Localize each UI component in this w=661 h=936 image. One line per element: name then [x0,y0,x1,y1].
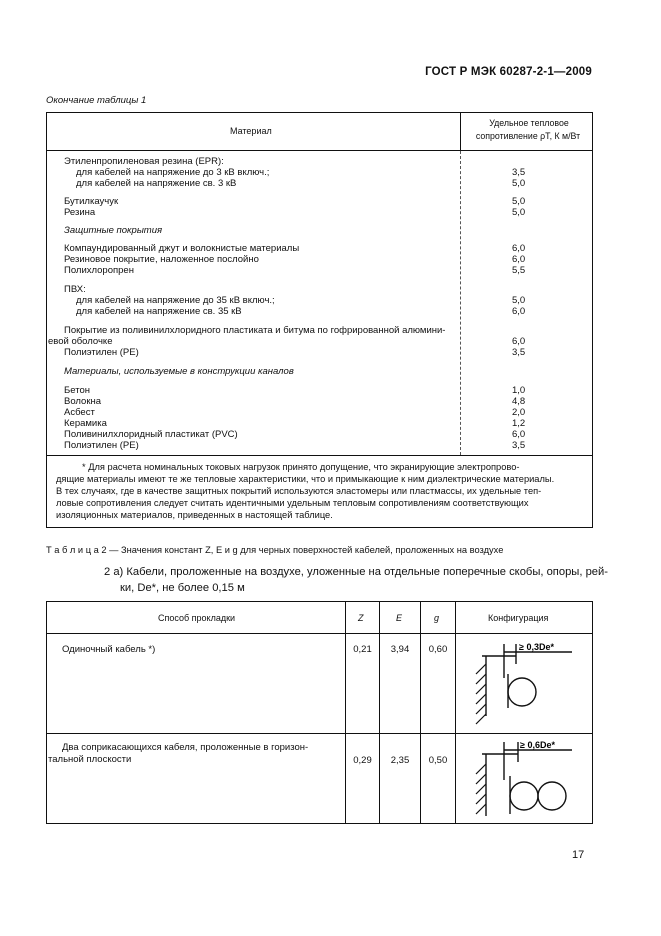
table-section-heading: Материалы, используемые в конструкции каналов [64,366,294,377]
table1-column-divider [460,151,462,455]
table2-col-g: g [434,613,440,623]
table2-col-divider [420,601,421,824]
table-row-value: 5,0 [512,207,526,218]
table-row-text: Асбест [64,407,95,418]
table-row-text: Бутилкаучук [64,196,119,207]
table-row-text: Покрытие из поливинилхлоридного пластиката и битума по гофрированной алюмини- [64,325,446,336]
table2-col-z: Z [358,613,364,623]
table-section-heading: Защитные покрытия [64,225,163,236]
table-row-value: 3,5 [512,440,526,451]
table1-col-resistivity-2: сопротивление ρT, К м/Вт [475,131,581,141]
table-row-value: 3,5 [512,347,526,358]
table2-col-config: Конфигурация [488,613,549,623]
table-row-text: Этиленпропиленовая резина (EPR): [64,156,224,167]
page-number: 17 [572,849,585,861]
table2-section-title-2: ки, De*, не более 0,15 м [120,582,245,594]
single-cable-config-diagram [456,634,592,733]
table2-row2-e: 2,35 [390,755,410,766]
table-row-text: Керамика [64,418,107,429]
table-row-value: 4,8 [512,396,526,407]
table-row-text: Резиновое покрытие, наложенное послойно [64,254,259,265]
table-row-text: для кабелей на напряжение до 35 кВ включ.; [76,295,275,306]
table-row-text: Бетон [64,385,90,396]
table-row-value: 1,2 [512,418,526,429]
table1-col-material: Материал [230,126,272,136]
table-row-value: 1,0 [512,385,526,396]
table-row-value: 5,5 [512,265,526,276]
spacing-dimension-2: ≥ 0,6De* [520,740,555,750]
table-row-value: 3,5 [512,167,526,178]
table2-col-method: Способ прокладки [158,613,236,623]
table-row-value: 6,0 [512,306,526,317]
table-row-text: для кабелей на напряжение св. 35 кВ [76,306,242,317]
table-row-text: для кабелей на напряжение до 3 кВ включ.; [76,167,270,178]
table1-footnote-line: В тех случаях, где в качестве защитных покрытий используются эластомеры или пластмассы, их удельные теп- [56,486,542,496]
table2-row2-g: 0,50 [428,755,448,766]
table-row-value: 2,0 [512,407,526,418]
table-row-text: Волокна [64,396,102,407]
table2-row2-method-2: тальной плоскости [48,754,132,765]
table2-row2-z: 0,29 [353,755,372,766]
table1-column-divider-top [460,112,461,151]
table1-col-resistivity-1: Удельное тепловое [489,118,569,128]
table2-row1-z: 0,21 [353,644,372,655]
table-row-text: Полиэтилен (PE) [64,440,139,451]
table1-footnote-line: дящие материалы имеют те же тепловые характеристики, что и примыкающие к ним диэлектрические материалы. [56,474,555,484]
table-continuation-label: Окончание таблицы 1 [46,95,147,106]
table-row-value: 5,0 [512,178,526,189]
table-row-value: 6,0 [512,243,526,254]
spacing-dimension-1: ≥ 0,3De* [519,642,554,652]
document-header-code: ГОСТ Р МЭК 60287-2-1—2009 [425,66,592,78]
table1-header-divider [46,150,593,151]
table2-row2-method-1: Два соприкасающихся кабеля, проложенные в горизон- [62,742,309,753]
table1-footnote-line: ловые сопротивления следует считать идентичными удельным тепловым сопротивлениям соответствующих [56,498,529,508]
table2-row1-method: Одиночный кабель *) [62,644,156,655]
table-row-value: 5,0 [512,295,526,306]
table2-col-divider [345,601,346,824]
table-row-value: 5,0 [512,196,526,207]
table-row-text: ПВХ: [64,284,86,295]
table-row-text: Полиэтилен (PE) [64,347,139,358]
table-row-text: евой оболочке [48,336,113,347]
table2-row1-g: 0,60 [428,644,448,655]
table2-section-title-1: 2 а) Кабели, проложенные на воздухе, уложенные на отдельные поперечные скобы, опоры, рей- [104,566,608,578]
table-row-text: Компаундированный джут и волокнистые материалы [64,243,300,254]
table-row-value: 6,0 [512,429,526,440]
table-row-text: Поливинилхлоридный пластикат (PVC) [64,429,238,440]
table-row-text: Полихлоропрен [64,265,134,276]
table1-footnote-line: изоляционных материалов, приведенных в настоящей таблице. [56,510,333,520]
table-row-text: для кабелей на напряжение св. 3 кВ [76,178,237,189]
table1-footnote-line: * Для расчета номинальных токовых нагрузок принято допущение, что экранирующие электропрово- [82,462,520,472]
table2-caption: Т а б л и ц а 2 — Значения констант Z, E и g для черных поверхностей кабелей, проложенных на воздухе [46,545,504,555]
table1-footnote-divider [46,455,593,456]
table-row-text: Резина [64,207,96,218]
table2-col-divider [379,601,380,824]
table2-col-e: E [396,613,403,623]
table2-row1-e: 3,94 [390,644,410,655]
table-row-value: 6,0 [512,336,526,347]
two-cables-config-diagram [456,734,592,824]
table-row-value: 6,0 [512,254,526,265]
